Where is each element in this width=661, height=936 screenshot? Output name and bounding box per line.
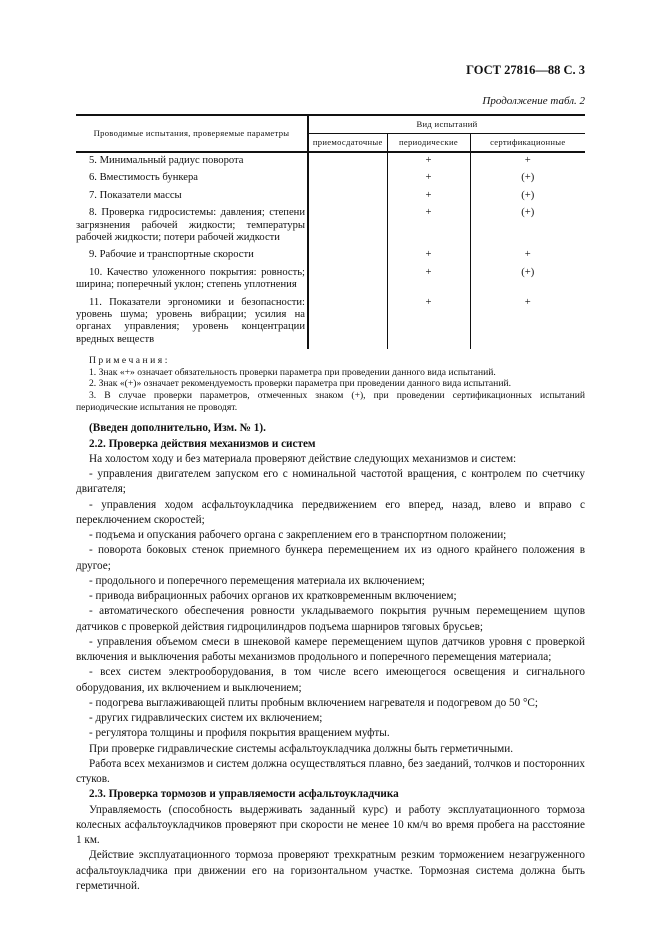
section-heading: 2.3. Проверка тормозов и управляемости асфальтоукладчика xyxy=(89,788,399,801)
paragraph: - поворота боковых стенок приемного бункера перемещением их из одного крайнего положения в другое; xyxy=(76,544,585,572)
column-header-acceptance: приемосдаточные xyxy=(308,134,387,153)
row-mark: + xyxy=(470,295,585,350)
paragraph: - управления объемом смеси в шнековой камере перемещением щупов датчиков уровня с проверкой включения и выключения работы механизмов продольного и поперечного перемещения материала; xyxy=(76,635,585,663)
paragraph: Работа всех механизмов и систем должна осуществляться плавно, без заеданий, толчков и посторонних стуков. xyxy=(76,757,585,785)
row-mark xyxy=(308,247,387,264)
column-header-certification: сертификационные xyxy=(470,134,585,153)
row-parameter: 11. Показатели эргономики и безопасности: уровень шума; уровень вибрации; усилия на органах управления; уровень концентрации вредных веществ xyxy=(76,296,305,345)
document-page xyxy=(76,0,585,924)
notes-title: Примечания: xyxy=(89,355,170,367)
row-mark: + xyxy=(387,170,470,187)
paragraph: - управления двигателем запуском его с номинальной частотой вращения, с контролем по счетчику двигателя; xyxy=(76,468,585,496)
paragraph: Управляемость (способность выдерживать заданный курс) и работу эксплуатационного тормоза колесных асфальтоукладчиков проверяют при скорости не менее 10 км/ч во время пробега на расстояние 1 км. xyxy=(76,803,585,846)
row-mark: + xyxy=(387,265,470,295)
paragraph: - всех систем электрооборудования, в том числе всего имеющегося освещения и сигнального оборудования, их включением и выключением; xyxy=(76,666,585,694)
row-parameter: 6. Вместимость бункера xyxy=(89,172,198,184)
paragraph: - подъема и опускания рабочего органа с закреплением его в транспортном положении; xyxy=(89,529,507,541)
paragraph: - других гидравлических систем их включением; xyxy=(89,712,323,724)
note-item: 1. Знак «+» означает обязательность проверки параметра при проведении данного вида испытаний. xyxy=(89,366,496,378)
paragraph: - привода вибрационных рабочих органов их кратковременным включением; xyxy=(89,590,457,602)
row-mark: (+) xyxy=(470,205,585,247)
table-notes xyxy=(76,355,585,413)
row-parameter: 10. Качество уложенного покрытия: ровность; ширина; поперечный уклон; степень уплотнения xyxy=(76,266,305,291)
row-parameter: 7. Показатели массы xyxy=(89,189,182,201)
row-mark xyxy=(308,170,387,187)
row-mark: + xyxy=(470,152,585,170)
row-mark: + xyxy=(387,295,470,350)
row-mark xyxy=(308,188,387,205)
document-body xyxy=(76,421,585,894)
table-continuation-label: Продолжение табл. 2 xyxy=(482,95,585,107)
paragraph: - продольного и поперечного перемещения материала их включением; xyxy=(89,574,425,587)
note-item: 3. В случае проверки параметров, отмеченных знаком (+), при проведении сертификационных испытаний периодические испытания не проводят. xyxy=(76,390,585,413)
paragraph: - регулятора толщины и профиля покрытия вращением муфты. xyxy=(89,727,390,740)
row-mark: (+) xyxy=(470,188,585,205)
row-mark: + xyxy=(387,152,470,170)
table-row xyxy=(76,295,585,350)
row-parameter: 9. Рабочие и транспортные скорости xyxy=(89,249,254,261)
column-header-periodic: периодические xyxy=(387,134,470,153)
table-row xyxy=(76,247,585,264)
section-heading: 2.2. Проверка действия механизмов и систем xyxy=(89,437,316,450)
row-mark xyxy=(308,205,387,247)
table-row xyxy=(76,152,585,170)
note-item: 2. Знак «(+)» означает рекомендуемость проверки параметра при проведении данного вида испытаний. xyxy=(89,378,511,390)
table-row xyxy=(76,170,585,187)
column-header-parameters: Проводимые испытания, проверяемые параметры xyxy=(76,115,308,152)
paragraph: При проверке гидравлические системы асфальтоукладчика должны быть герметичными. xyxy=(89,742,513,755)
paragraph: На холостом ходу и без материала проверяют действие следующих механизмов и систем: xyxy=(89,452,517,465)
table-row xyxy=(76,188,585,205)
paragraph: - подогрева выглаживающей плиты пробным включением нагревателя и подогревом до 50 °С; xyxy=(89,696,539,709)
row-mark xyxy=(308,265,387,295)
row-mark: + xyxy=(387,247,470,264)
paragraph: - управления ходом асфальтоукладчика передвижением его вперед, назад, влево и вправо с переключением скоростей; xyxy=(76,498,585,526)
row-parameter: 8. Проверка гидросистемы: давления; степени загрязнения рабочей жидкости; температуры рабочей жидкости; потери рабочей жидкости xyxy=(76,207,305,244)
row-mark: + xyxy=(470,247,585,264)
document-header: ГОСТ 27816—88 С. 3 xyxy=(466,63,585,77)
row-mark xyxy=(308,295,387,350)
paragraph: - автоматического обеспечения ровности укладываемого покрытия ручным перемещением щупов датчиков с проверкой действия гидроцилиндров подъема шарниров тяговых брусьев; xyxy=(76,605,585,633)
table-row xyxy=(76,205,585,247)
row-parameter: 5. Минимальный радиус поворота xyxy=(89,155,244,166)
section-heading: (Введен дополнительно, Изм. № 1). xyxy=(89,422,266,435)
row-mark: + xyxy=(387,188,470,205)
row-mark: (+) xyxy=(470,170,585,187)
table-row xyxy=(76,265,585,295)
row-mark: (+) xyxy=(470,265,585,295)
column-group-header: Вид испытаний xyxy=(308,115,585,134)
tests-table xyxy=(76,114,585,349)
row-mark: + xyxy=(387,205,470,247)
paragraph: Действие эксплуатационного тормоза проверяют трехкратным резким торможением незагруженного асфальтоукладчика при движении его на горизонтальном участке. Тормозная система должна быть герметичной. xyxy=(76,849,585,892)
row-mark xyxy=(308,152,387,170)
